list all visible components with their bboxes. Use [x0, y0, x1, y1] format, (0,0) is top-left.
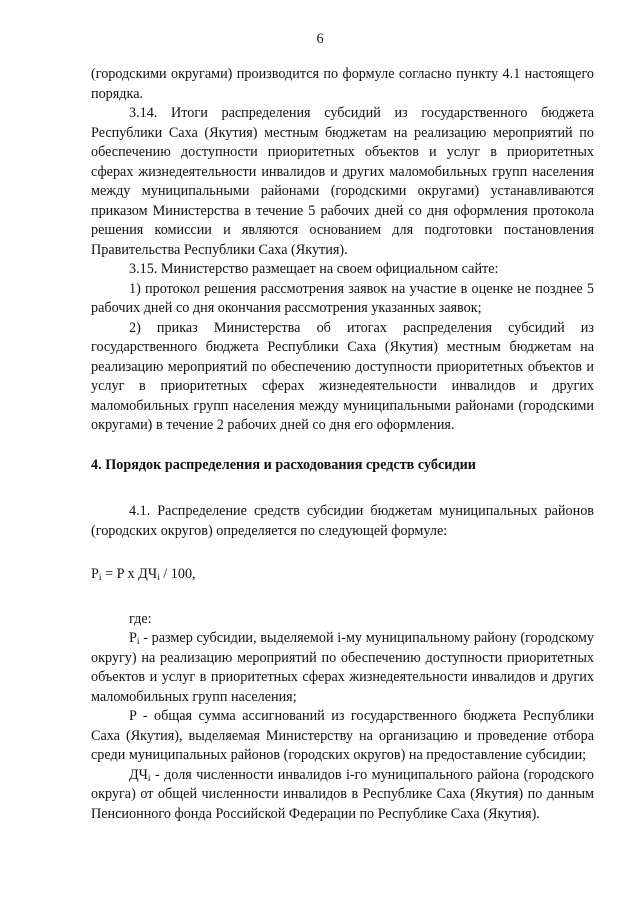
definition-pi-text: - размер субсидии, выделяемой i-му муниципальному району (городскому округу) на реализацию мероприятий по обеспечению доступности приоритетных объектов и услуг в приоритетных сферах жизнедеятельности инвалидов и других маломобильных групп населения;: [91, 630, 594, 705]
formula-sub-i2: i: [157, 573, 160, 583]
list-item-2: 2) приказ Министерства об итогах распределения субсидий из государственного бюджета Республики Саха (Якутия) местным бюджетам на реализацию мероприятий по обеспечению доступности приоритетных объектов и услуг в приоритетных сферах жизнедеятельности инвалидов и других маломобильных групп населения между муниципальными районами (городскими округами) в течение 2 рабочих дней со дня его оформления.: [91, 319, 594, 433]
paragraph-4-1: 4.1. Распределение средств субсидии бюджетам муниципальных районов (городских округов) определяется по следующей формуле:: [91, 503, 594, 539]
section-heading: 4. Порядок распределения и расходования средств субсидии: [91, 456, 476, 473]
formula-middle: = P x ДЧ: [101, 566, 158, 582]
page-number: 6: [316, 31, 324, 47]
paragraph-3-15: 3.15. Министерство размещает на своем официальном сайте:: [129, 261, 499, 277]
definition-dchi-symbol: ДЧ: [129, 766, 148, 783]
document-body: [91, 65, 594, 824]
formula-sub-i: i: [98, 573, 102, 583]
definition-dchi-text: - доля численности инвалидов i-го муниципального района (городского округа) от общей численности инвалидов в Республике Саха (Якутия) по данным Пенсионного фонда Российской Федерации по Республике Саха (Якутия).: [91, 766, 594, 822]
formula: [91, 565, 594, 585]
definition-p: P - общая сумма ассигнований из государственного бюджета Республики Саха (Якутия), выделяемая Министерству на организацию и проведение отбора среди муниципальных районов (городских округов) на предоставление субсидии;: [91, 708, 594, 763]
definition-pi: [91, 629, 594, 707]
definition-pi-sub: i: [136, 637, 140, 647]
paragraph-continuation: (городскими округами) производится по формуле согласно пункту 4.1 настоящего порядка.: [91, 66, 594, 102]
definition-dchi: [91, 766, 594, 825]
definition-pi-symbol: P: [129, 630, 137, 646]
formula-end: / 100,: [159, 566, 196, 582]
where-label: где:: [129, 610, 152, 627]
formula-p: P: [91, 566, 99, 582]
list-item-1: 1) протокол решения рассмотрения заявок на участие в оценке не позднее 5 рабочих дней со дня окончания рассмотрения указанных заявок;: [91, 280, 594, 316]
paragraph-3-14: 3.14. Итоги распределения субсидий из государственного бюджета Республики Саха (Якутия) местным бюджетам на реализацию мероприятий по обеспечению доступности приоритетных объектов и услуг в приоритетных сферах жизнедеятельности инвалидов и других маломобильных групп населения между муниципальными районами (городскими округами) устанавливаются приказом Министерства в течение 5 рабочих дней со дня оформления протокола решения комиссии и являются основанием для подготовки постановления Правительства Республики Саха (Якутия).: [91, 105, 594, 258]
definition-dchi-sub: i: [147, 773, 151, 784]
